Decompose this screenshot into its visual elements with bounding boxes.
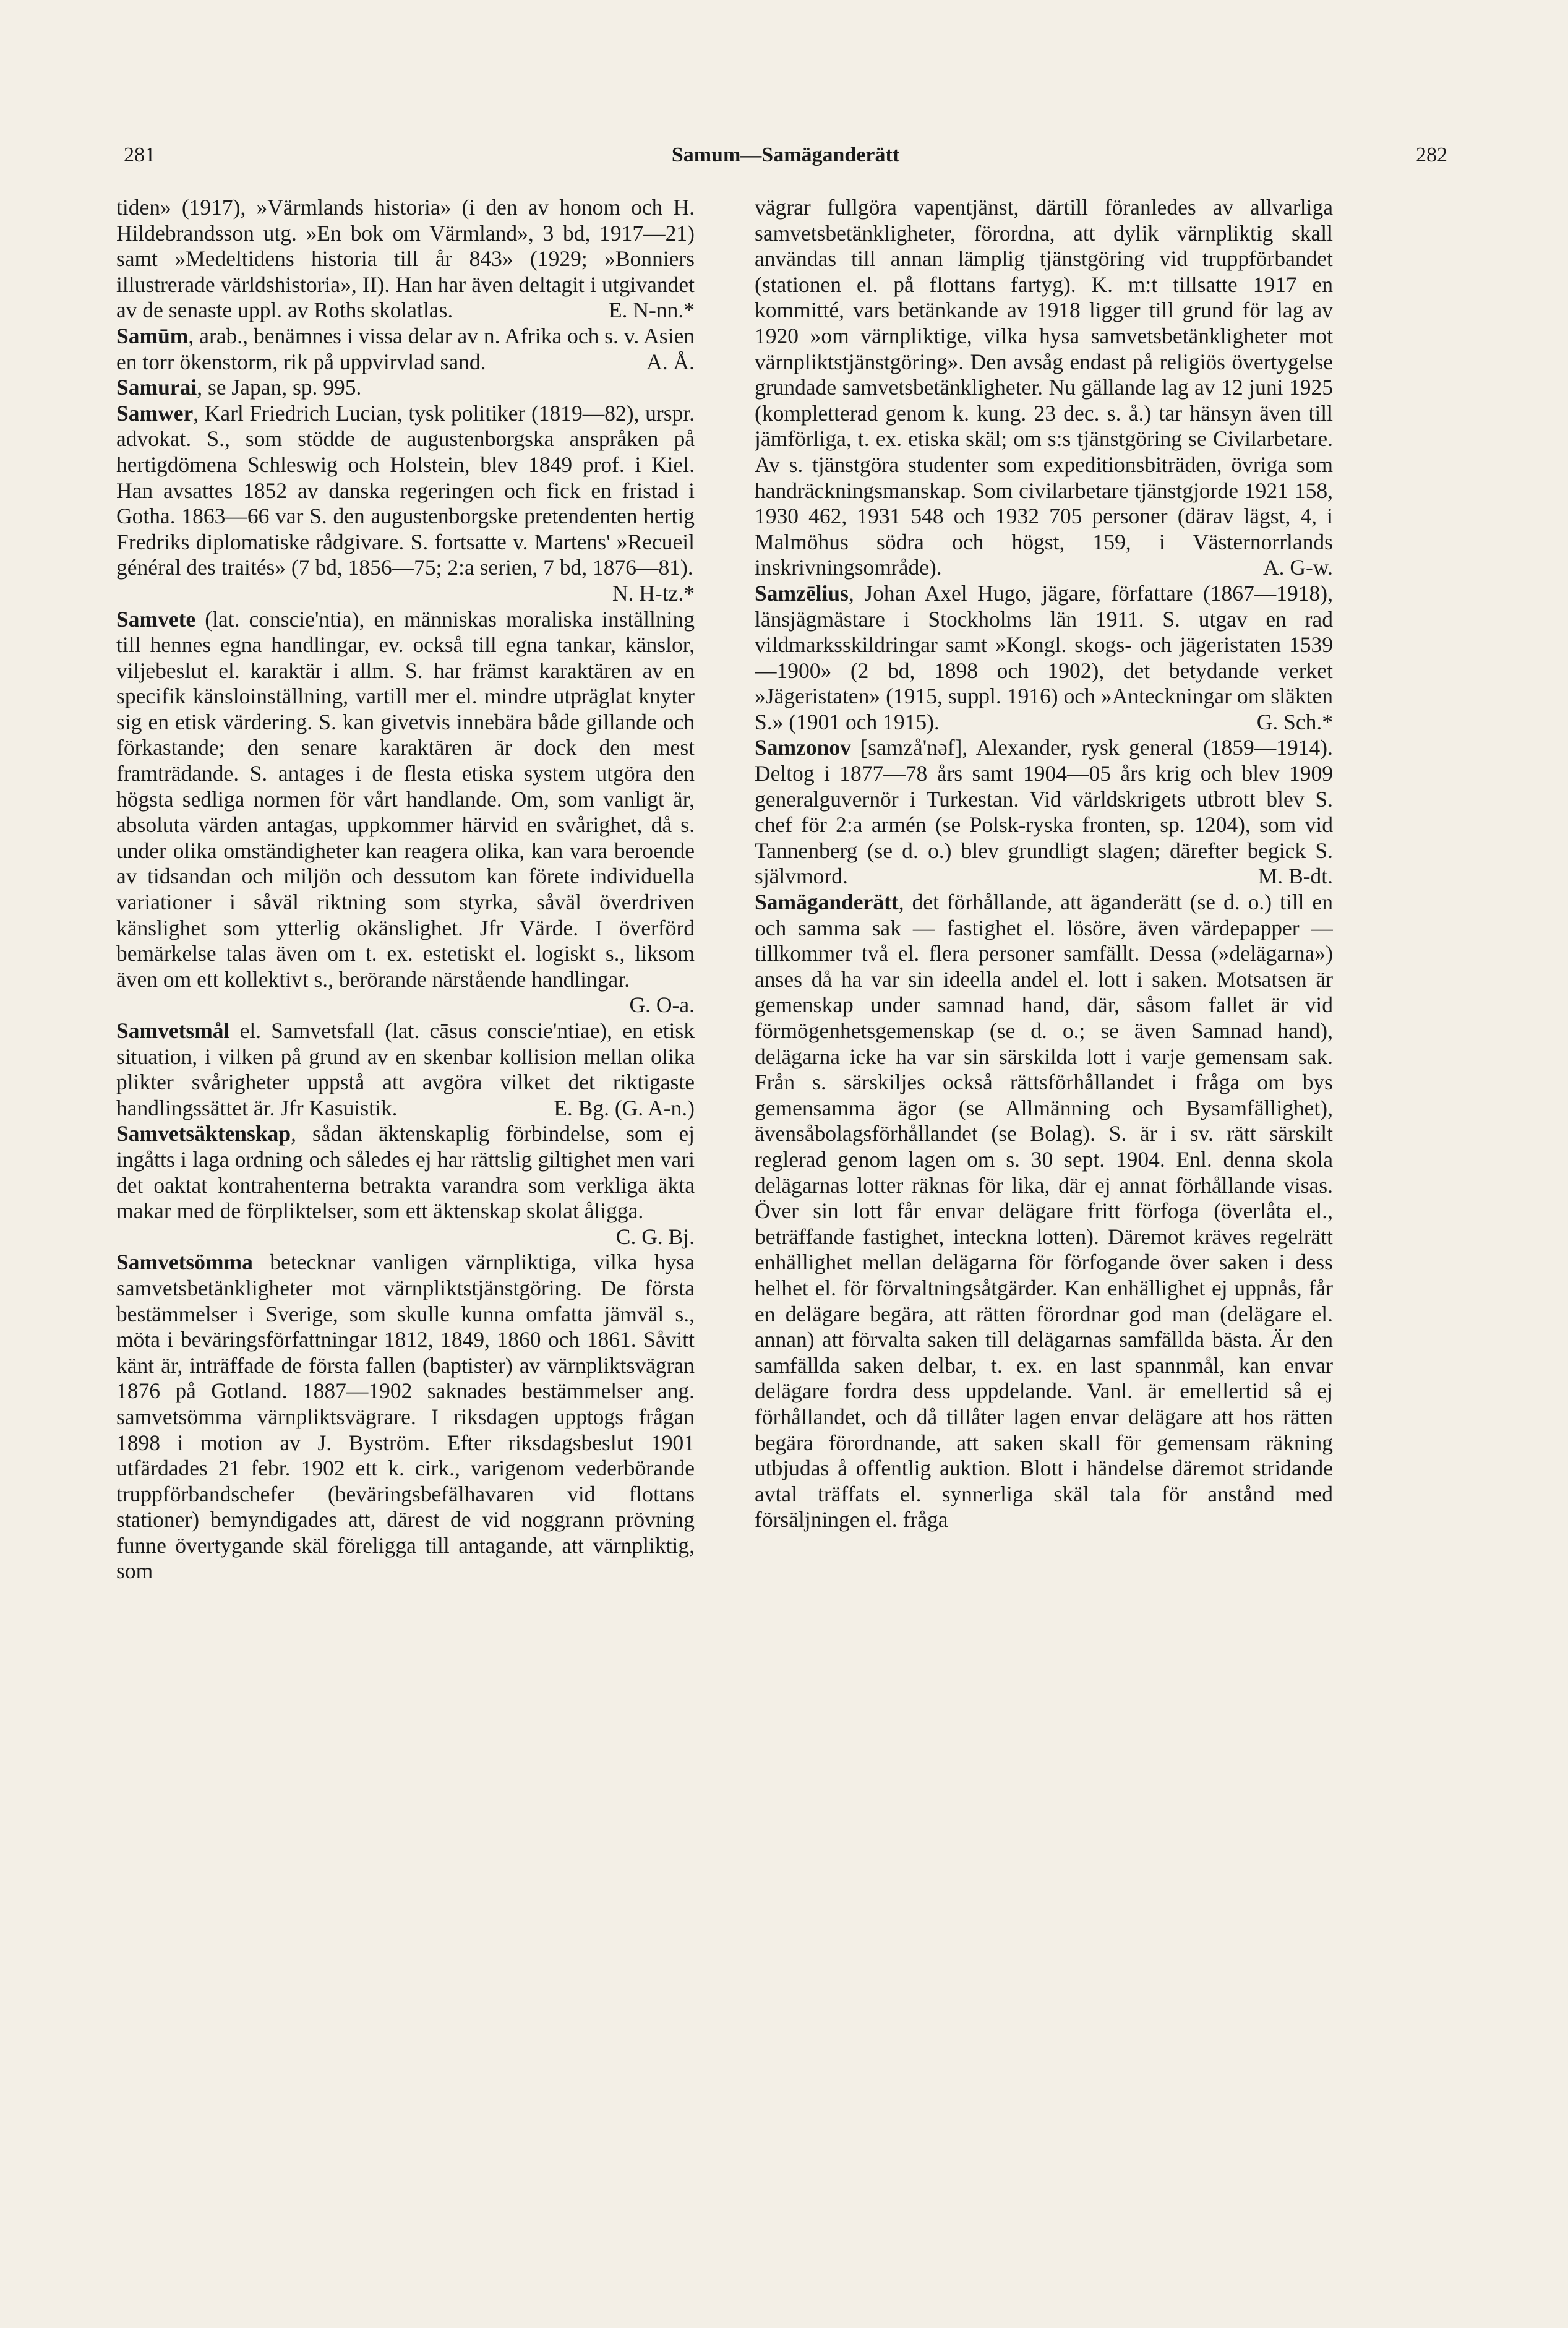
entry-text: , sådan äktenskaplig förbindelse, som ej ingåtts i laga ordning och således ej har rättslig giltighet men vari det oaktat kontrahenterna betrakta varandra som verkliga äkta makar med de förpliktelser, som ett äktenskap skolat åligga. bbox=[116, 1121, 695, 1224]
dictionary-entry bbox=[116, 324, 695, 375]
dictionary-entry bbox=[116, 1018, 695, 1121]
dictionary-entry bbox=[116, 375, 695, 401]
entry-text: tiden» (1917), »Värmlands historia» (i den av honom och H. Hildebrandsson utg. »En bok om Värmland», 3 bd, 1917—21) samt »Medeltidens historia till år 843» (1929; »Bonniers illustrerade världshistoria», II). Han har även deltagit i utgivandet av de senaste uppl. av Roths skolatlas. bbox=[116, 195, 695, 323]
entry-signature: E. Bg. (G. A-n.) bbox=[554, 1095, 695, 1120]
entry-text: , arab., benämnes i vissa delar av n. Afrika och s. v. Asien en torr ökenstorm, rik på uppvirvlad sand. bbox=[116, 323, 695, 374]
entry-headword: Samvetsmål bbox=[116, 1018, 230, 1043]
entry-text: , Karl Friedrich Lucian, tysk politiker (1819—82), urspr. advokat. S., som stödde de augustenborgska anspråken på hertigdömena Schleswig och Holstein, blev 1849 prof. i Kiel. Han avsattes 1852 av danska regeringen och fick en fristad i Gotha. 1863—66 var S. den augustenborgske pretendenten hertig Fredriks diplomatiske rådgivare. S. fortsatte v. Martens' »Recueil général des traités» (7 bd, 1856—75; 2:a serien, 7 bd, 1876—81). bbox=[116, 400, 695, 580]
entry-signature: E. N-nn.* bbox=[608, 298, 695, 323]
entry-text: , det förhållande, att äganderätt (se d. o.) till en och samma sak — fastighet el. lösöre, även värdepapper — tillkommer två el. flera personer samfällt. Dessa (»delägarna») anses då ha var sin ideella andel el. lott i saken. Motsatsen är gemenskap under samnad hand, där, såsom fallet är vid förmögenhetsgemenskap (se d. o.; se även Samnad hand), delägarna icke ha var sin särskilda lott i varje gemensam sak. Från s. särskiljes också rättsförhållandet i fråga om bys gemensamma ägor (se Allmänning och Bysamfällighet), ävensåbolagsförhållandet (se Bolag). S. är i sv. rätt särskilt reglerad genom lagen om s. 30 sept. 1904. Enl. denna skola delägarnas lotter räknas för lika, där ej annat förhållande visas. Över sin lott får envar delägare fritt förfoga (överlåta el., beträffande fastighet, inteckna lotten). Däremot kräves regelrätt enhällighet mellan delägarna för förfogande över saken i dess helhet el. för förvaltningsåtgärder. Kan enhällighet ej uppnås, får en delägare begära, att rätten förordnar god man (delägare el. annan) att förvalta saken till delägarnas samfällda bästa. Är den samfällda saken delbar, t. ex. en last spannmål, kan envar delägare fordra dess uppdelande. Vanl. är emellertid så ej förhållandet, och då tillåter lagen envar delägare att hos rätten begära förordnande, att saken skall för gemensam räkning utbjudas å offentlig auktion. Blott i händelse däremot stridande avtal träffats el. synnerliga skäl tala för anstånd med försäljningen el. fråga bbox=[755, 890, 1333, 1532]
entry-headword: Samvete bbox=[116, 606, 196, 632]
dictionary-entry bbox=[116, 607, 695, 1019]
dictionary-entry bbox=[755, 195, 1333, 581]
dictionary-entry bbox=[116, 1121, 695, 1250]
entry-signature: G. O-a. bbox=[629, 992, 695, 1018]
entry-text: el. Samvetsfall (lat. cāsus conscie'ntiae), en etisk situation, i vilken på grund av en skenbar kollision mellan olika plikter svårigheter uppstå att avgöra vilket det riktigaste handlingssättet är. Jfr Kasuistik. bbox=[116, 1018, 695, 1120]
dictionary-entry bbox=[116, 195, 695, 324]
entry-text: [samzå'nəf], Alexander, rysk general (1859—1914). Deltog i 1877—78 års samt 1904—05 års krig och blev 1909 generalguvernör i Turkestan. Vid världskrigets utbrott blev S. chef för 2:a armén (se Polsk-ryska fronten, sp. 1204), som vid Tannenberg (se d. o.) blev grundligt slagen; därefter begick S. självmord. bbox=[755, 735, 1333, 889]
entry-signature: G. Sch.* bbox=[1256, 709, 1333, 734]
dictionary-entry bbox=[755, 890, 1333, 1533]
entry-signature: A. G-w. bbox=[1262, 555, 1333, 580]
entry-headword: Samvetsömma bbox=[116, 1250, 253, 1275]
dictionary-entry bbox=[755, 581, 1333, 736]
entry-headword: Samurai bbox=[116, 375, 197, 400]
page-number-right: 282 bbox=[1416, 144, 1447, 166]
entry-text: , Johan Axel Hugo, jägare, författare (1867—1918), länsjägmästare i Stockholms län 1911. S. utgav en rad vildmarksskildringar samt »Kongl. skogs- och jägeristaten 1539—1900» (2 bd, 1898 och 1902), det betydande verket »Jägeristaten» (1915, suppl. 1916) och »Anteckningar om släkten S.» (1901 och 1915). bbox=[755, 580, 1333, 734]
entry-signature: A. Å. bbox=[646, 349, 695, 374]
right-column bbox=[755, 195, 1333, 2249]
entry-headword: Samūm bbox=[116, 323, 189, 348]
entry-headword: Samvetsäktenskap bbox=[116, 1121, 291, 1146]
entry-signature: M. B-dt. bbox=[1257, 864, 1333, 889]
dictionary-entry bbox=[116, 401, 695, 607]
entry-headword: Samäganderätt bbox=[755, 890, 899, 915]
left-column bbox=[116, 195, 695, 2249]
entry-headword: Samzonov bbox=[755, 735, 851, 760]
entry-headword: Samzēlius bbox=[755, 580, 849, 606]
entry-text: (lat. conscie'ntia), en människas moraliska inställning till hennes egna handlingar, ev. också till egna tankar, känslor, viljebeslut el. karaktär i allm. S. har främst karaktären av en specifik känsloinställning, vartill mer el. mindre utpräglat knyter sig en etisk värdering. S. kan givetvis innebära både gillande och förkastande; den senare karaktären är dock den mest framträdande. S. antages i de flesta etiska system utgöra den högsta sedliga normen för vårt handlande. Om, som vanligt är, absoluta värden antagas, uppkommer härvid en svårighet, då s. under olika omständigheter kan reagera olika, kan vara beroende av tidsandan och miljön och dessutom kan förete individuella variationer i såväl riktning som styrka, såväl överdriven känslighet som ytterlig okänslighet. Jfr Värde. I överförd bemärkelse talas även om t. ex. estetiskt el. logiskt s., liksom även om ett kollektivt s., berörande närstående handlingar. bbox=[116, 606, 695, 992]
entry-text: betecknar vanligen värnpliktiga, vilka hysa samvetsbetänkligheter mot värnpliktstjänstgöring. De första bestämmelser i Sverige, som skulle kunna omfatta jämväl s., möta i beväringsförfattningar 1812, 1849, 1860 och 1861. Såvitt känt är, inträffade de första fallen (baptister) av värnpliktsvägran 1876 på Gotland. 1887—1902 saknades bestämmelser ang. samvetsömma värnpliktsvägrare. I riksdagen upptogs frågan 1898 i motion av J. Byström. Efter riksdagsbeslut 1901 utfärdades 21 febr. 1902 ett k. cirk., varigenom vederbörande truppförbandschefer (beväringsbefälhavaren vid flottans stationer) bemyndigades att, därest de vid noggrann prövning funne övertygande skäl föreligga till antagande, att värnpliktig, som bbox=[116, 1250, 695, 1584]
page-number-left: 281 bbox=[124, 144, 155, 166]
entry-text: vägrar fullgöra vapentjänst, därtill föranledes av allvarliga samvetsbetänkligheter, förordna, att dylik värnpliktig skall användas till annan lämplig tjänstgöring vid truppförbandet (stationen el. på flottans fartyg). K. m:t tillsatte 1917 en kommitté, vars betänkande av 1918 ligger till grund för lag av 1920 »om värnpliktige, vilka hysa samvetsbetänkligheter mot värnpliktstjänstgöring». Den avsåg endast på religiös övertygelse grundade samvetsbetänkligheter. Nu gällande lag av 12 juni 1925 (kompletterad genom k. kung. 23 dec. s. å.) tar hänsyn även till jämförliga, t. ex. etiska skäl; om s:s tjänstgöring se Civilarbetare. Av s. tjänstgöra studenter som expeditionsbiträden, övriga som handräckningsmanskap. Som civilarbetare tjänstgjorde 1921 158, 1930 462, 1931 548 och 1932 705 personer (därav lägst, 4, i Malmöhus södra och högst, 159, i Västernorrlands inskrivningsområde). bbox=[755, 195, 1333, 580]
dictionary-entry bbox=[116, 1250, 695, 1584]
entry-signature: C. G. Bj. bbox=[615, 1224, 695, 1249]
entry-signature: N. H-tz.* bbox=[612, 580, 695, 606]
entry-headword: Samwer bbox=[116, 400, 194, 426]
page-title: Samum—Samäganderätt bbox=[671, 144, 900, 166]
entry-text: , se Japan, sp. 995. bbox=[197, 375, 362, 400]
dictionary-entry bbox=[755, 735, 1333, 890]
page-header bbox=[124, 144, 1447, 181]
